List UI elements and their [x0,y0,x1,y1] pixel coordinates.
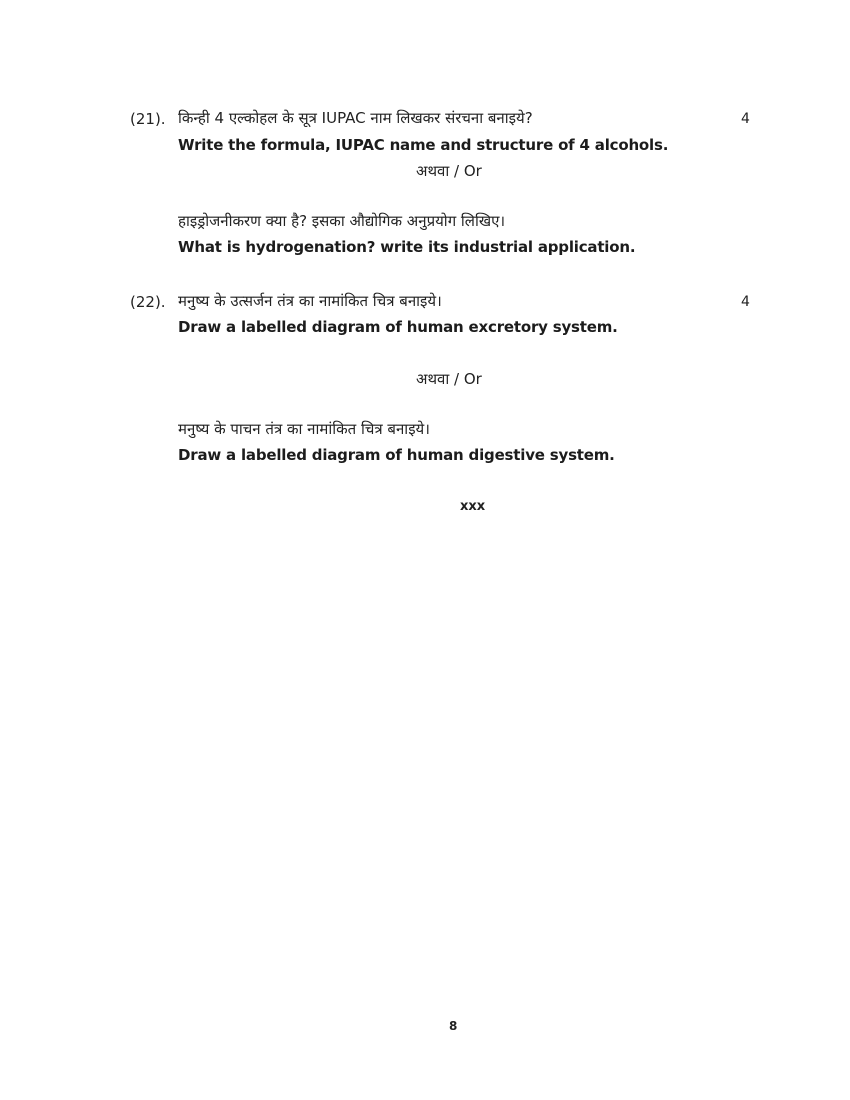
end-marker: xxx [460,499,486,514]
question-22-english: Draw a labelled diagram of human excretory system. [178,318,618,336]
question-21-or-label: अथवा / Or [416,162,482,180]
question-21-english: Write the formula, IUPAC name and structure of 4 alcohols. [178,136,669,154]
question-22-alt-hindi: मनुष्य के पाचन तंत्र का नामांकित चित्र बनाइये। [178,420,430,438]
question-21-alt-english: What is hydrogenation? write its industrial application. [178,238,636,256]
question-22-marks: 4 [741,294,750,310]
question-21-marks: 4 [741,111,750,127]
question-22-number: (22). [130,293,166,311]
question-22-alt-english: Draw a labelled diagram of human digestive system. [178,446,615,464]
page-number: 8 [449,1019,458,1033]
question-21-number: (21). [130,110,166,128]
question-22-or-label: अथवा / Or [416,370,482,388]
question-22-hindi: मनुष्य के उत्सर्जन तंत्र का नामांकित चित्र बनाइये। [178,292,442,310]
question-21-alt-hindi: हाइड्रोजनीकरण क्या है? इसका औद्योगिक अनुप्रयोग लिखिए। [178,212,506,230]
question-21-hindi: किन्ही 4 एल्कोहल के सूत्र IUPAC नाम लिखकर संरचना बनाइये? [178,109,533,127]
